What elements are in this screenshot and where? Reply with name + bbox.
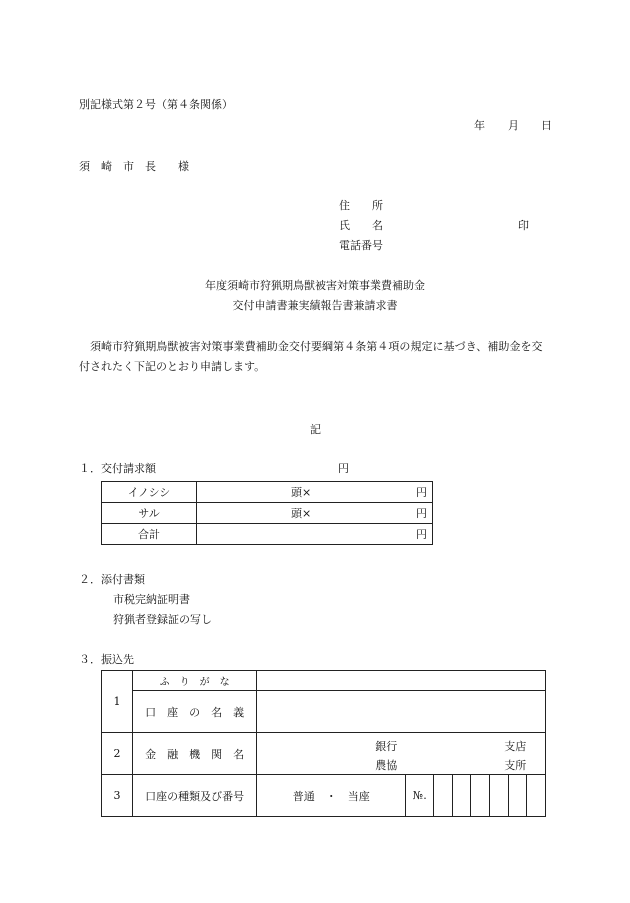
- yen-unit: 円: [416, 486, 427, 499]
- table-row: [102, 482, 433, 503]
- furigana-field: [257, 671, 546, 691]
- digit-box: [471, 775, 490, 817]
- yen-unit: 円: [197, 524, 433, 545]
- table-row: [102, 733, 546, 775]
- row-label: 合計: [102, 524, 197, 545]
- addressee: 須 崎 市 長 様: [79, 160, 189, 173]
- shisho-suffix: 支所: [504, 758, 527, 772]
- document-title-line1: 年度須崎市狩猟期鳥獣被害対策事業費補助金: [205, 279, 425, 292]
- ki-heading: 記: [310, 423, 321, 436]
- row-number: 2: [102, 733, 133, 775]
- account-name-label: 口 座 の 名 義: [133, 691, 257, 733]
- number-label: №.: [406, 775, 434, 817]
- table-row: [102, 503, 433, 524]
- digit-box: [508, 775, 527, 817]
- name-label: 氏 名: [339, 219, 383, 232]
- bank-field: [257, 733, 546, 775]
- attachment-item: 狩猟者登録証の写し: [113, 613, 212, 626]
- bank-label: 金 融 機 関 名: [133, 733, 257, 775]
- attachment-item: 市税完納証明書: [113, 593, 190, 606]
- digit-box: [490, 775, 509, 817]
- section1-heading: １．交付請求額: [79, 462, 156, 475]
- section3-heading: ３．振込先: [79, 653, 134, 666]
- section2-heading: ２．添付書類: [79, 573, 145, 586]
- row-label: イノシシ: [102, 482, 197, 503]
- count-unit: 頭×: [291, 486, 312, 499]
- amount-cell: [197, 482, 433, 503]
- form-label: 別記様式第２号（第４条関係）: [79, 98, 233, 111]
- nokyo-suffix: 農協: [375, 758, 398, 772]
- digit-box: [527, 775, 546, 817]
- yen-unit: 円: [416, 507, 427, 520]
- table-row: [102, 691, 546, 733]
- address-label: 住 所: [339, 199, 383, 212]
- count-unit: 頭×: [291, 507, 312, 520]
- bank-suffix: 銀行: [375, 739, 398, 753]
- table-row: [102, 775, 546, 817]
- table-row: [102, 524, 433, 545]
- row-number: 3: [102, 775, 133, 817]
- account-type-label: 口座の種類及び番号: [133, 775, 257, 817]
- account-type-options: 普通 ・ 当座: [257, 775, 406, 817]
- seal-mark: 印: [518, 219, 529, 232]
- body-text-line2: 付されたく下記のとおり申請します。: [79, 360, 266, 373]
- furigana-label: ふ り が な: [133, 671, 257, 691]
- document-title-line2: 交付申請書兼実績報告書兼請求書: [232, 299, 398, 312]
- phone-label: 電話番号: [339, 239, 383, 252]
- date-year-label: 年: [474, 119, 485, 132]
- account-name-field: [257, 691, 546, 733]
- amount-cell: [197, 503, 433, 524]
- date-month-label: 月: [508, 119, 519, 132]
- body-text-line1: 須崎市狩猟期鳥獣被害対策事業費補助金交付要綱第４条第４項の規定に基づき、補助金を交: [90, 340, 543, 353]
- branch-suffix: 支店: [504, 739, 527, 753]
- date-day-label: 日: [541, 119, 552, 132]
- row-label: サル: [102, 503, 197, 524]
- digit-box: [434, 775, 453, 817]
- request-amount-table: [101, 481, 433, 545]
- table-row: [102, 671, 546, 691]
- bank-transfer-table: [101, 670, 546, 817]
- digit-box: [452, 775, 471, 817]
- total-yen-unit: 円: [338, 462, 349, 475]
- row-number: 1: [102, 671, 133, 733]
